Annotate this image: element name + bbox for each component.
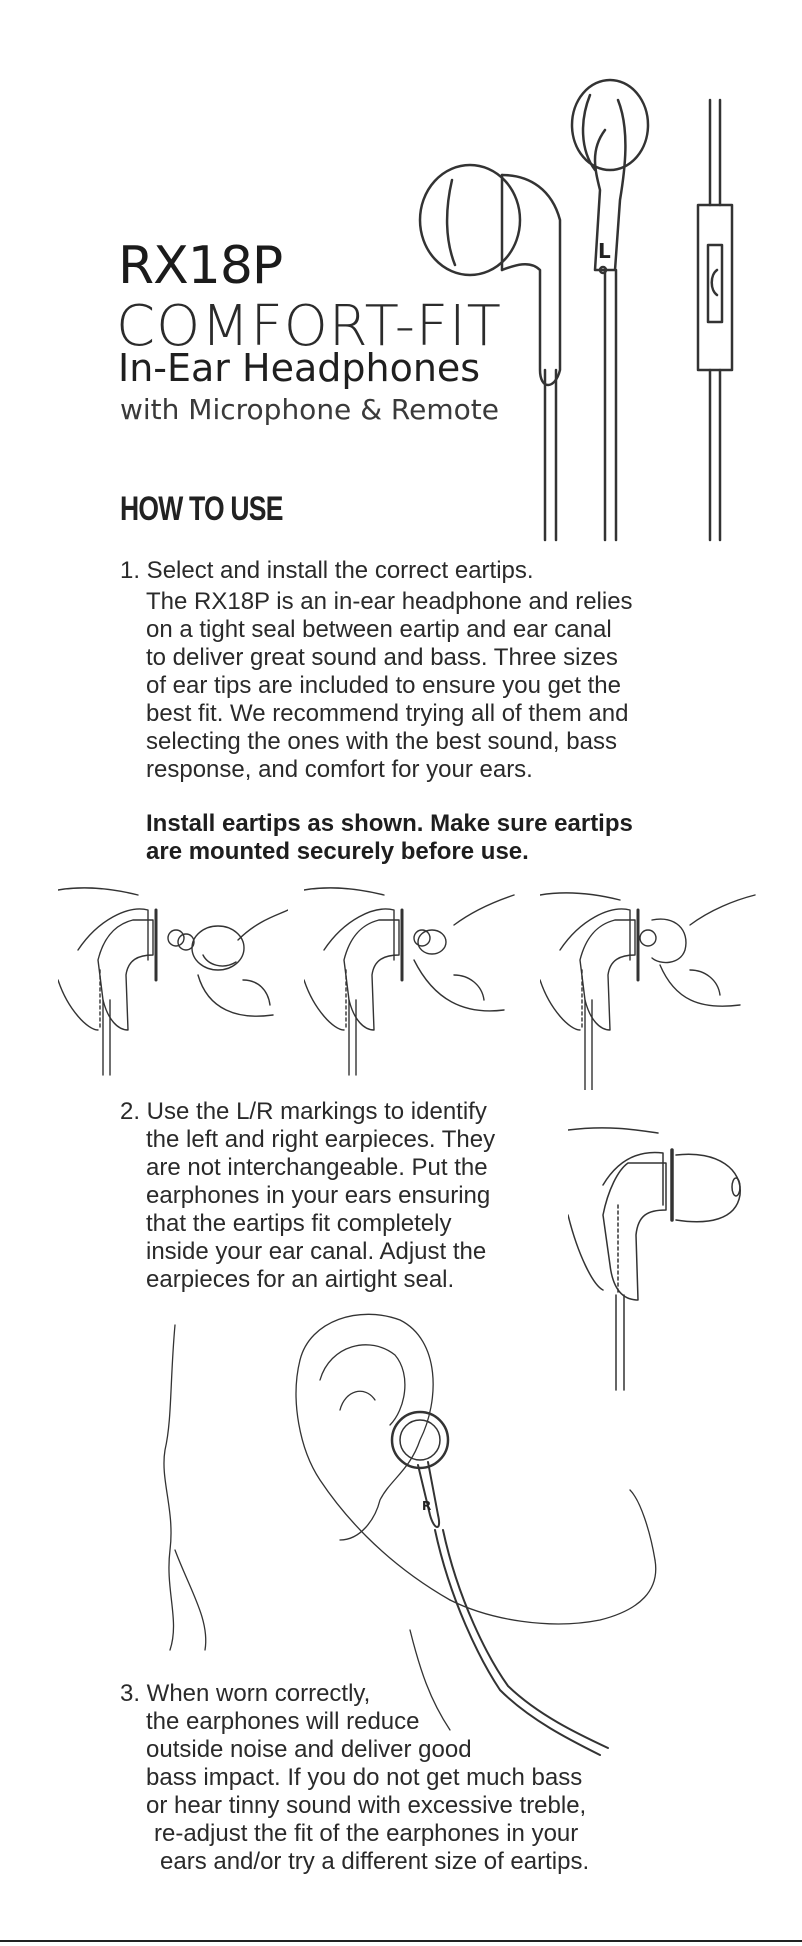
step3-line: ears and/or try a different size of eartips. <box>160 1848 590 1875</box>
eartip-install-illustration-3-icon <box>540 880 760 1090</box>
step2-body <box>120 1098 495 1294</box>
step1-line: The RX18P is an in-ear headphone and relies <box>146 588 633 615</box>
step1-note-line: are mounted securely before use. <box>146 838 529 865</box>
eartip-install-illustration-2-icon <box>304 880 524 1090</box>
step3-line: re-adjust the fit of the earphones in your <box>154 1820 579 1847</box>
step2-line: are not interchangeable. Put the <box>146 1154 488 1181</box>
left-marking: L <box>598 239 611 263</box>
step1-title: 1. Select and install the correct eartips. <box>120 557 534 584</box>
step1-line: best fit. We recommend trying all of them and <box>146 700 629 727</box>
step1-note-line: Install eartips as shown. Make sure eartips <box>146 810 633 837</box>
step1-body <box>146 588 633 784</box>
step1-line: response, and comfort for your ears. <box>146 756 533 783</box>
step2-line: the left and right earpieces. They <box>146 1126 496 1153</box>
step1-note <box>146 810 633 866</box>
step3-line: or hear tinny sound with excessive treble, <box>146 1792 587 1819</box>
step3-line: 3. When worn correctly, <box>120 1680 371 1707</box>
product-model: RX18P <box>118 236 283 296</box>
step2-line: inside your ear canal. Adjust the <box>146 1238 487 1265</box>
page-divider <box>0 1940 802 1942</box>
product-type: In-Ear Headphones <box>118 346 481 390</box>
product-subtitle: with Microphone & Remote <box>120 393 499 426</box>
right-marking: R <box>422 1499 432 1513</box>
step1-line: selecting the ones with the best sound, bass <box>146 728 617 755</box>
step2-line: earphones in your ears ensuring <box>146 1182 491 1209</box>
step3-line: outside noise and deliver good <box>146 1736 472 1763</box>
step1-line: of ear tips are included to ensure you get the <box>146 672 621 699</box>
eartip-install-illustration-1-icon <box>58 880 288 1090</box>
step3-body <box>120 1680 589 1876</box>
step3-line: the earphones will reduce <box>146 1708 420 1735</box>
step1-line: on a tight seal between eartip and ear canal <box>146 616 612 643</box>
step3-line: bass impact. If you do not get much bass <box>146 1764 583 1791</box>
section-heading: HOW TO USE <box>120 490 283 528</box>
product-line-text: COMFORT-FIT <box>116 294 502 359</box>
step2-line: earpieces for an airtight seal. <box>146 1266 455 1293</box>
step2-line: that the eartips fit completely <box>146 1210 452 1237</box>
step2-line: 2. Use the L/R markings to identify <box>120 1098 487 1125</box>
step1-line: to deliver great sound and bass. Three sizes <box>146 644 618 671</box>
